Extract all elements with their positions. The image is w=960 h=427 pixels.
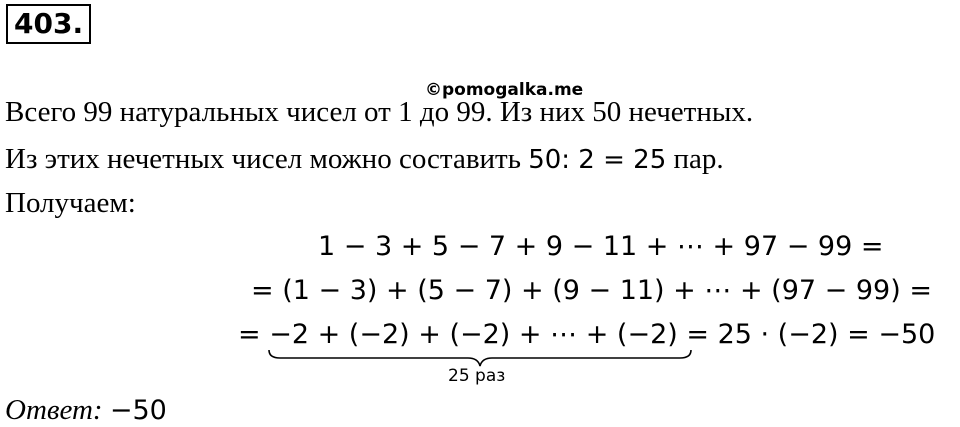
watermark: ©pomogalka.me: [425, 80, 584, 100]
equation-3-braced: −2 + (−2) + (−2) + ⋯ + (−2): [269, 319, 678, 350]
pairs-text: Из этих нечетных чисел можно составить: [5, 143, 529, 175]
text-line-pairs: [5, 142, 724, 177]
equation-1: 1 − 3 + 5 − 7 + 9 − 11 + ⋯ + 97 − 99 =: [318, 231, 884, 262]
problem-number: 403.: [6, 4, 91, 44]
equation-3-prefix: =: [238, 319, 270, 350]
equation-3: [238, 318, 935, 352]
pairs-math: 50: 2 = 25: [528, 145, 667, 175]
underbrace-icon: [268, 348, 692, 368]
brace-label: 25 раз: [448, 366, 506, 386]
pairs-end: пар.: [666, 143, 724, 175]
answer-value: −50: [109, 395, 167, 426]
equation-2: = (1 − 3) + (5 − 7) + (9 − 11) + ⋯ + (97 − 99) =: [251, 275, 932, 306]
equation-3-suffix: = 25 · (−2) = −50: [677, 319, 936, 350]
answer: [5, 394, 167, 427]
text-line-get: Получаем:: [5, 187, 136, 219]
answer-label: Ответ:: [5, 394, 103, 426]
text-line-count: Всего 99 натуральных чисел от 1 до 99. Из них 50 нечетных.: [5, 96, 754, 128]
